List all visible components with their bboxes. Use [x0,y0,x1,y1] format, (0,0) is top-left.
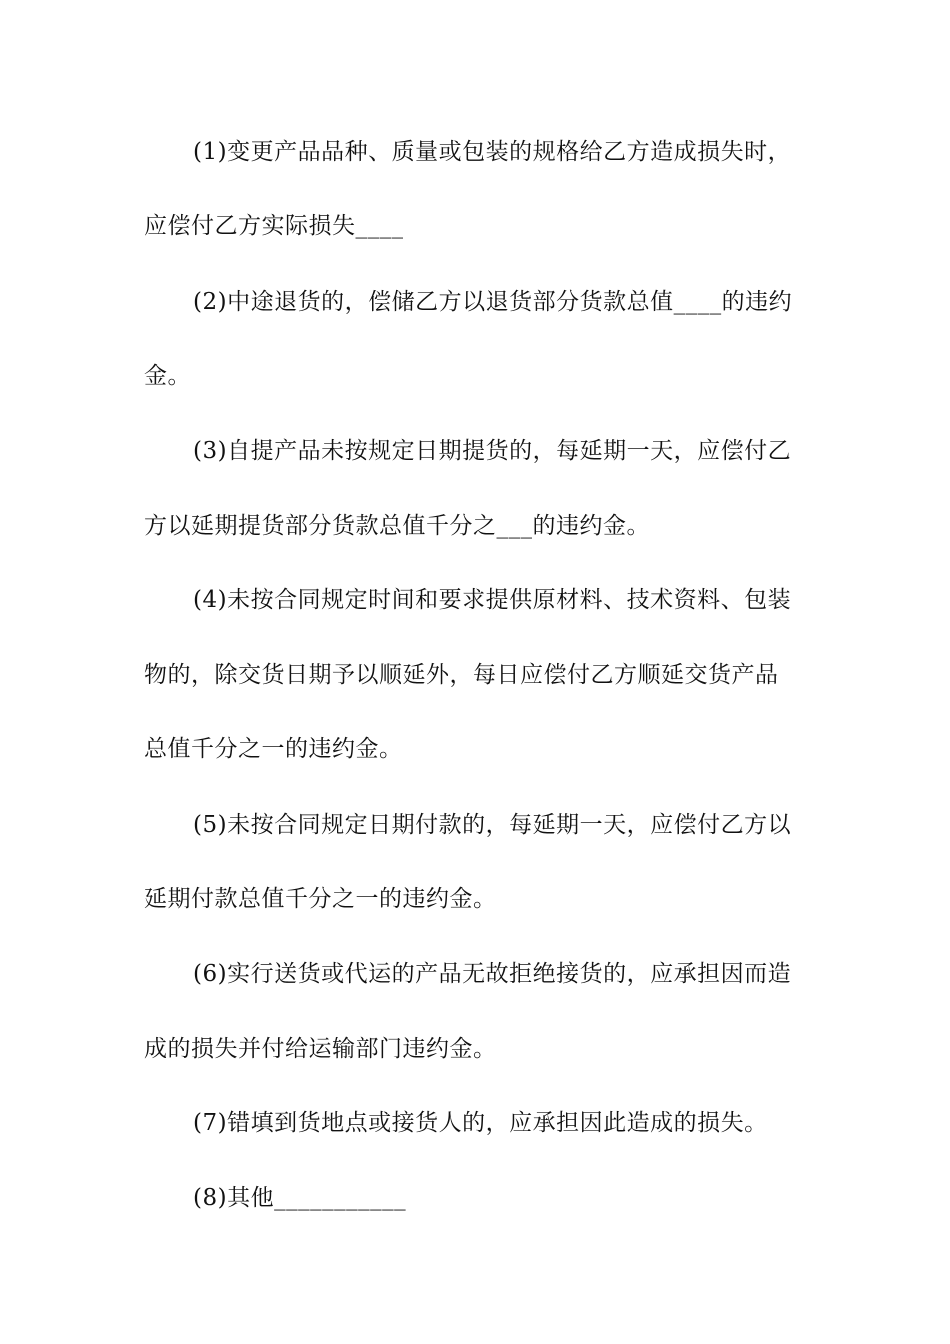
clause-4-line-2: 物的，除交货日期予以顺延外，每日应偿付乙方顺延交货产品 [144,662,779,688]
clause-5-line-2: 延期付款总值千分之一的违约金。 [144,886,497,912]
clause-2-line-2: 金。 [144,363,191,389]
clause-3-line-1: (3)自提产品未按规定日期提货的，每延期一天，应偿付乙 [193,438,792,464]
clause-5-line-1: (5)未按合同规定日期付款的，每延期一天，应偿付乙方以 [193,812,792,838]
clause-7-line-1: (7)错填到货地点或接货人的，应承担因此造成的损失。 [193,1110,768,1136]
clause-8-line-1: (8)其他___________ [193,1185,407,1211]
clause-6-line-2: 成的损失并付给运输部门违约金。 [144,1036,497,1062]
clause-1-line-1: (1)变更产品品种、质量或包装的规格给乙方造成损失时， [193,139,792,165]
clause-4-line-1: (4)未按合同规定时间和要求提供原材料、技术资料、包装 [193,587,792,613]
clause-6-line-1: (6)实行送货或代运的产品无故拒绝接货的，应承担因而造 [193,961,792,987]
clause-1-line-2: 应偿付乙方实际损失____ [144,213,404,239]
clause-2-line-1: (2)中途退货的，偿储乙方以退货部分货款总值____的违约 [193,289,793,315]
clause-3-line-2: 方以延期提货部分货款总值千分之___的违约金。 [144,513,650,539]
clause-4-line-3: 总值千分之一的违约金。 [144,736,403,762]
